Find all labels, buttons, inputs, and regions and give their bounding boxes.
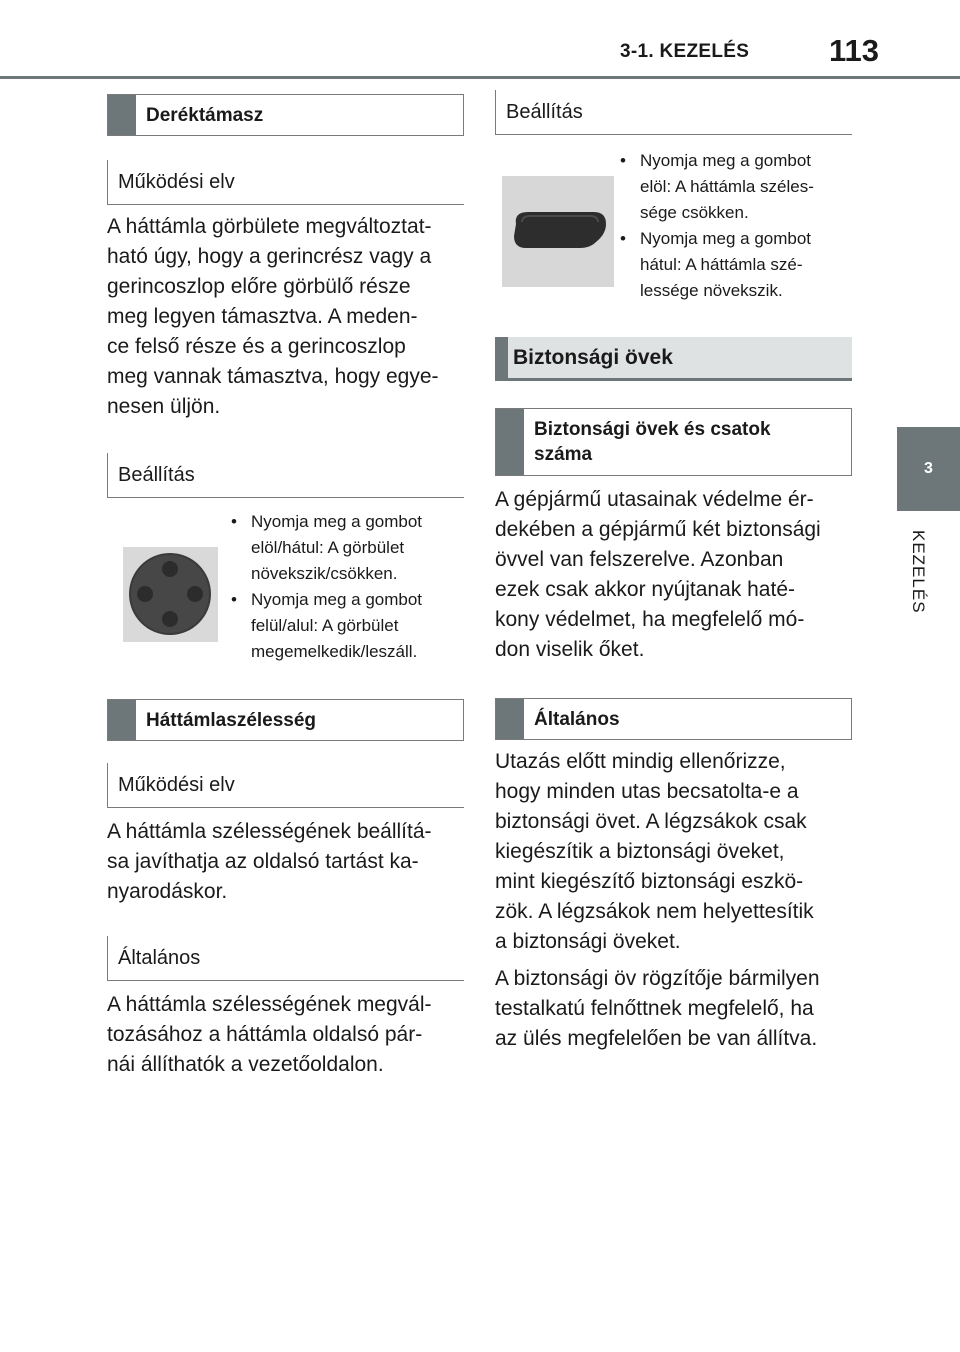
width-general-subheading: Általános [107, 936, 464, 981]
list-item: • Nyomja meg a gombot felül/alul: A görbület megemelkedik/leszáll. [231, 590, 423, 661]
width-adjust-list [618, 148, 858, 304]
four-way-button-icon [123, 547, 218, 642]
chapter-tab: 3 [897, 427, 960, 511]
chapter-label: KEZELÉS [909, 530, 928, 614]
header-rule [0, 76, 960, 79]
list-item: • Nyomja meg a gombot elöl: A háttámla széles- sége csökken. [620, 151, 814, 222]
section-title: 3-1. KEZELÉS [620, 41, 750, 62]
general-text-2: A biztonsági öv rögzítője bármilyen testalkatú felnőttnek megfelelő, ha az ülés megfelelően be van állítva. [495, 967, 820, 1050]
width-heading [107, 699, 464, 741]
general-title: Általános [534, 708, 620, 730]
rocker-button-icon [502, 176, 614, 287]
lumbar-control-photo [123, 547, 218, 642]
general-heading [495, 698, 852, 740]
belts-section-title: Biztonsági övek [513, 345, 673, 369]
lumbar-operation-subheading: Működési elv [107, 160, 464, 205]
list-item: • Nyomja meg a gombot hátul: A háttámla szé- lessége növekszik. [620, 229, 812, 300]
belts-section-band [495, 337, 852, 381]
general-text-1: Utazás előtt mindig ellenőrizze, hogy minden utas becsatolta-e a biztonsági övet. A légzsákok csak kiegészítik a biztonsági öveket, mint kiegészítő biztonsági eszkö- zök. A légzsákok nem helyettesítik a biztonsági öveket. [495, 750, 814, 953]
lumbar-adjust-subheading: Beállítás [107, 453, 464, 498]
belts-count-text: A gépjármű utasainak védelme ér- dekében a gépjármű két biztonsági övvel van felszerelve. Azonban ezek csak akkor nyújtanak haté- kony védelmet, ha megfelelő mó- don viselik őket. [495, 488, 821, 661]
page-number: 113 [829, 33, 880, 68]
width-operation-text: A háttámla szélességének beállítá- sa javíthatja az oldalsó tartást ka- nyarodáskor. [107, 820, 432, 903]
lumbar-operation-text: A háttámla görbülete megváltoztat- ható úgy, hogy a gerincrész vagy a gerincoszlop előre görbülő része meg legyen támasztva. A meden- ce felső része és a gerincoszlop meg vannak támasztva, hogy egye- nesen üljön. [107, 215, 439, 418]
width-title: Háttámlaszélesség [146, 709, 317, 731]
width-general-text: A háttámla szélességének megvál- tozásához a háttámla oldalsó pár- nái állíthatók a vezetőoldalon. [107, 993, 432, 1076]
width-adjust-subheading: Beállítás [495, 90, 852, 135]
list-item: • Nyomja meg a gombot elöl/hátul: A görbület növekszik/csökken. [231, 512, 423, 583]
belts-count-title: Biztonsági övek és csatok száma [534, 419, 771, 465]
belts-count-heading [495, 408, 852, 476]
lumbar-title: Deréktámasz [146, 104, 264, 126]
lumbar-adjust-list [229, 509, 469, 665]
width-control-photo [502, 176, 614, 287]
lumbar-heading [107, 94, 464, 136]
width-operation-subheading: Működési elv [107, 763, 464, 808]
